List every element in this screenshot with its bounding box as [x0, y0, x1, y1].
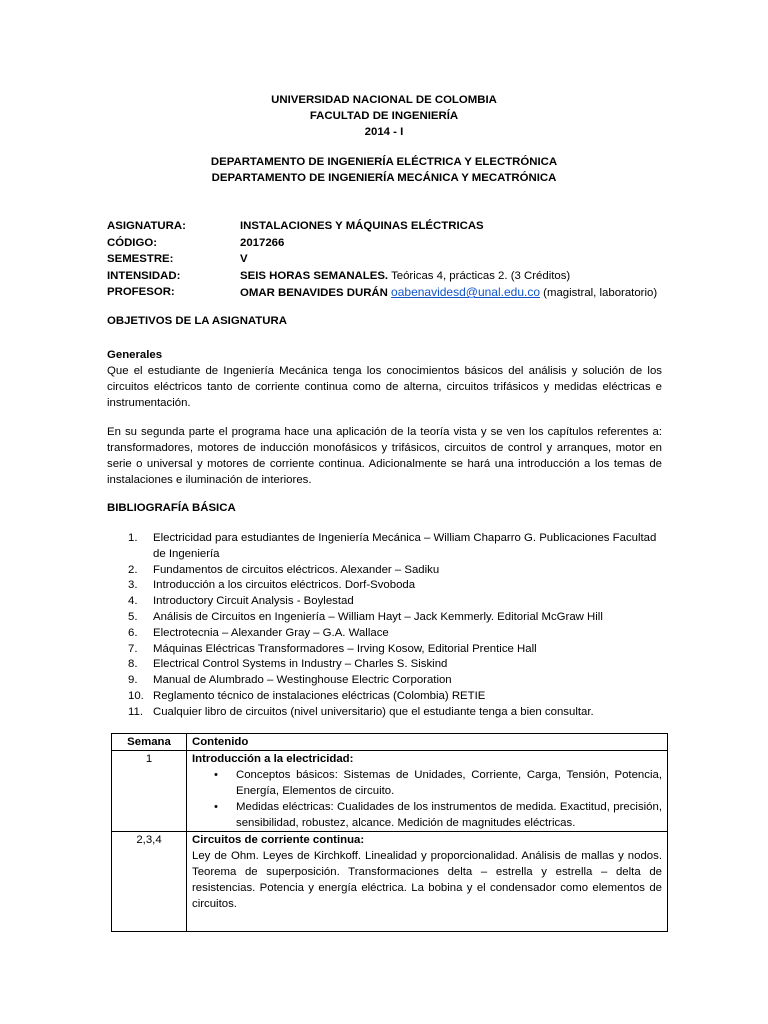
list-item-number: 11.	[128, 705, 143, 718]
list-item-number: 2.	[128, 563, 138, 576]
list-item-number: 8.	[128, 658, 138, 671]
topic-bullet: • Conceptos básicos: Sistemas de Unidades, Corriente, Carga, Tensión, Potencia, Energía, Elementos de circuito.	[236, 767, 662, 799]
list-item-number: 10.	[128, 689, 144, 702]
list-item	[107, 626, 667, 642]
list-item	[107, 594, 667, 610]
table-header-row	[112, 734, 668, 751]
list-item	[107, 578, 667, 594]
professor-role: (magistral, laboratorio)	[540, 287, 658, 299]
info-label: CÓDIGO:	[107, 236, 157, 249]
list-item-text: Electricidad para estudiantes de Ingeniería Mecánica – William Chaparro G. Publicaciones Facultad de Ingeniería	[153, 532, 657, 560]
info-row-asignatura	[107, 218, 657, 235]
info-row-intensidad	[107, 268, 657, 285]
department-mechanical: DEPARTAMENTO DE INGENIERÍA MECÁNICA Y MECATRÓNICA	[211, 172, 557, 184]
list-item-number: 3.	[128, 579, 138, 592]
list-item-text: Electrotecnia – Alexander Gray – G.A. Wallace	[153, 626, 389, 639]
list-item	[107, 531, 667, 563]
column-header-semana: Semana	[112, 734, 187, 751]
list-item-number: 6.	[128, 626, 138, 639]
info-value-codigo: 2017266	[240, 236, 285, 249]
list-item-number: 7.	[128, 642, 138, 655]
list-item	[107, 563, 667, 579]
list-item	[107, 673, 667, 689]
info-value-semestre: V	[240, 253, 248, 265]
second-part-paragraph	[107, 424, 662, 488]
department-header	[0, 154, 768, 186]
info-row-profesor	[107, 284, 657, 302]
content-cell	[187, 751, 668, 832]
generales-text: Que el estudiante de Ingeniería Mecánica tenga los conocimientos básicos del análisis y solución de los circuitos eléctricos tanto de corriente continua como de alterna, circuitos trifásicos y medidas eléctricas e instrumentación.	[107, 365, 662, 409]
syllabus-table	[111, 733, 668, 932]
bibliography-list	[107, 531, 667, 721]
info-intensidad-detail: Teóricas 4, prácticas 2. (3 Créditos)	[388, 269, 571, 282]
department-electrical: DEPARTAMENTO DE INGENIERÍA ELÉCTRICA Y ELECTRÓNICA	[210, 156, 558, 168]
faculty-name: FACULTAD DE INGENIERÍA	[309, 110, 459, 122]
list-item-number: 9.	[128, 674, 138, 687]
list-item-text: Manual de Alumbrado – Westinghouse Electric Corporation	[153, 674, 452, 687]
list-item	[107, 610, 667, 626]
week-cell: 2,3,4	[112, 832, 187, 932]
info-row-semestre	[107, 251, 657, 268]
topic-bullet-list	[192, 767, 662, 831]
topic-title: Introducción a la electricidad:	[192, 753, 354, 765]
info-row-codigo	[107, 235, 657, 252]
info-label: INTENSIDAD:	[107, 269, 181, 282]
general-objectives	[107, 347, 662, 411]
info-value-asignatura: INSTALACIONES Y MÁQUINAS ELÉCTRICAS	[240, 220, 484, 232]
info-label: PROFESOR:	[107, 286, 175, 298]
objectives-heading: OBJETIVOS DE LA ASIGNATURA	[107, 315, 287, 327]
info-value-intensidad: SEIS HORAS SEMANALES.	[240, 269, 389, 282]
list-item-text: Electrical Control Systems in Industry – Charles S. Siskind	[153, 658, 448, 671]
list-item	[107, 705, 667, 721]
academic-period: 2014 - I	[364, 126, 404, 138]
column-header-contenido: Contenido	[187, 734, 668, 751]
list-item-number: 4.	[128, 595, 138, 608]
bibliography-heading: BIBLIOGRAFÍA BÁSICA	[107, 502, 236, 514]
list-item	[107, 657, 667, 673]
topic-bullet: • Medidas eléctricas: Cualidades de los instrumentos de medida. Exactitud, precisión, sensibilidad, robustez, alcance. Medición de magnitudes eléctricas.	[236, 799, 662, 831]
topic-title: Circuitos de corriente continua:	[192, 834, 365, 846]
list-item-text: Fundamentos de circuitos eléctricos. Alexander – Sadiku	[153, 563, 440, 576]
list-item-number: 1.	[128, 532, 138, 544]
list-item-text: Análisis de Circuitos en Ingeniería – William Hayt – Jack Kemmerly. Editorial McGraw Hill	[153, 610, 603, 623]
list-item-text: Introducción a los circuitos eléctricos. Dorf-Svoboda	[153, 579, 416, 592]
list-item	[107, 642, 667, 658]
university-name: UNIVERSIDAD NACIONAL DE COLOMBIA	[271, 94, 497, 106]
info-value-profesor: OMAR BENAVIDES DURÁN	[240, 287, 388, 299]
content-cell	[187, 832, 668, 932]
table-row	[112, 832, 668, 932]
week-cell: 1	[112, 751, 187, 832]
institution-header	[0, 92, 768, 140]
list-item-text: Introductory Circuit Analysis - Boylestad	[153, 595, 354, 608]
list-item-text: Reglamento técnico de instalaciones eléctricas (Colombia) RETIE	[153, 689, 486, 702]
topic-text: Ley de Ohm. Leyes de Kirchkoff. Linealidad y proporcionalidad. Análisis de mallas y nodos. Teorema de superposición. Transformaciones delta – estrella y estrella – delta de resistencias. Potencia y energía eléctrica. La bobina y el condensador como elementos de circuitos.	[192, 850, 662, 910]
table-row	[112, 751, 668, 832]
info-label: SEMESTRE:	[107, 253, 174, 265]
list-item-number: 5.	[128, 610, 138, 623]
info-label: ASIGNATURA:	[107, 220, 186, 232]
course-info	[107, 218, 657, 302]
list-item-text: Cualquier libro de circuitos (nivel universitario) que el estudiante tenga a bien consultar.	[153, 705, 594, 718]
list-item-text: Máquinas Eléctricas Transformadores – Irving Kosow, Editorial Prentice Hall	[153, 642, 537, 655]
professor-email-link[interactable]: oabenavidesd@unal.edu.co	[391, 285, 541, 299]
second-part-text: En su segunda parte el programa hace una aplicación de la teoría vista y se ven los capítulos referentes a: transformadores, motores de inducción monofásicos y trifásicos, circuitos de control y arranques, motor en serie o universal y motores de corriente continua. Adicionalmente se hará una introducción a los temas de instalaciones e iluminación de interiores.	[107, 426, 662, 486]
generales-heading: Generales	[107, 349, 163, 361]
list-item	[107, 689, 667, 705]
